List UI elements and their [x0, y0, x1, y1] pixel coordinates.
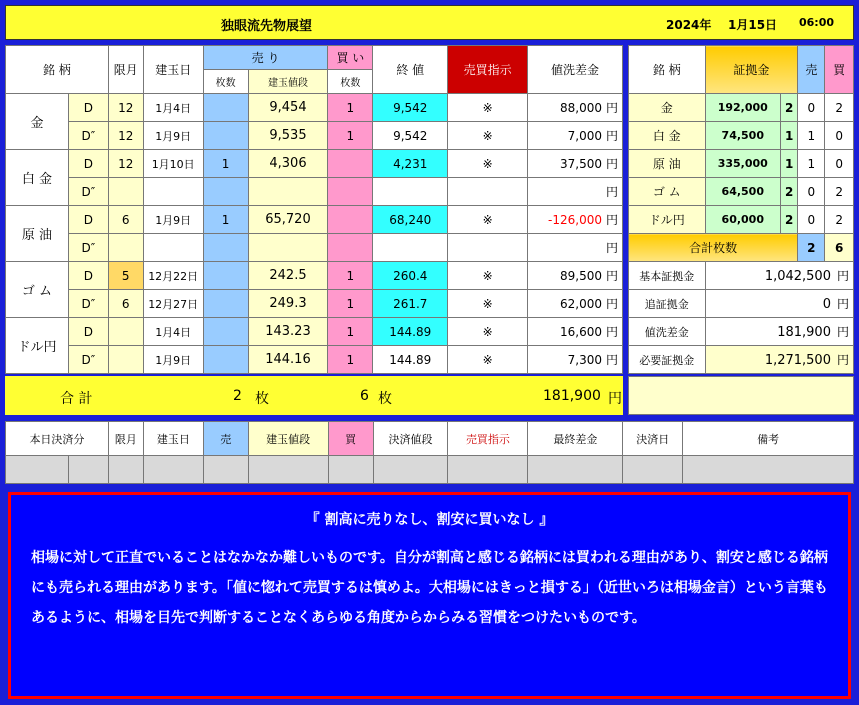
total-count-buy: 6: [825, 234, 854, 262]
total-unit: 円: [608, 391, 622, 407]
tate-price: [248, 234, 328, 262]
price-diff-value: 16,600: [559, 325, 602, 339]
sell-count: [203, 178, 248, 206]
tate-date: 1月9日: [143, 122, 203, 150]
sell-count: [203, 262, 248, 290]
price-diff-value: 7,000: [567, 129, 602, 143]
tate-price: 9,535: [248, 122, 328, 150]
header-sagaku: 値洗差金: [528, 46, 623, 94]
tate-price: 65,720: [248, 206, 328, 234]
settle-empty-cell: [6, 456, 69, 484]
price-diff-unit: 円: [605, 325, 618, 339]
total-buy-unit: 枚: [378, 391, 392, 407]
tate-price: 249.3: [248, 290, 328, 318]
settle-empty-cell: [68, 456, 108, 484]
margin-name: 原 油: [629, 150, 706, 178]
margin-count: 2: [781, 206, 798, 234]
tate-date: 12月27日: [143, 290, 203, 318]
settle-header: 建玉値段: [248, 422, 328, 456]
date-day: 1月15日: [728, 18, 778, 32]
buy-count: 1: [328, 94, 373, 122]
close-price: [373, 178, 448, 206]
contract-month: 5: [108, 262, 143, 290]
sell-count: [203, 318, 248, 346]
settle-header: 売: [203, 422, 248, 456]
tate-price: 9,454: [248, 94, 328, 122]
summary-amount: 181,900: [777, 325, 831, 340]
buy-count: [328, 150, 373, 178]
tate-date: 1月9日: [143, 206, 203, 234]
position-row: [6, 346, 623, 374]
margin-row: [629, 122, 854, 150]
page-title: 独眼流先物展望: [221, 19, 313, 34]
summary-value: [705, 318, 853, 346]
settle-empty-cell: [528, 456, 623, 484]
position-row: [6, 234, 623, 262]
buy-count: [328, 234, 373, 262]
buy-count: [328, 178, 373, 206]
settle-empty-cell: [248, 456, 328, 484]
close-price: 68,240: [373, 206, 448, 234]
signal-mark: ※: [448, 150, 528, 178]
total-label: 合 計: [60, 391, 93, 407]
price-diff-unit: 円: [605, 101, 618, 115]
margin-row: [629, 94, 854, 122]
margin-header-kai: 買: [825, 46, 854, 94]
close-price: 9,542: [373, 94, 448, 122]
summary-amount: 1,042,500: [764, 269, 831, 284]
signal-mark: ※: [448, 262, 528, 290]
settle-empty-cell: [203, 456, 248, 484]
margin-amount: 335,000: [705, 150, 781, 178]
tate-price: 144.16: [248, 346, 328, 374]
contract-month: 12: [108, 150, 143, 178]
buy-count: 1: [328, 122, 373, 150]
price-diff: [528, 206, 623, 234]
price-diff: [528, 262, 623, 290]
margin-count: 1: [781, 150, 798, 178]
close-price: 4,231: [373, 150, 448, 178]
summary-value: [705, 262, 853, 290]
price-diff-value: 88,000: [559, 101, 602, 115]
summary-row: [629, 262, 854, 290]
signal-mark: ※: [448, 94, 528, 122]
contract-month: 12: [108, 122, 143, 150]
group-name: 金: [6, 94, 69, 150]
contract-month: [108, 178, 143, 206]
margin-blank: [628, 376, 854, 415]
margin-row: [629, 206, 854, 234]
sell-count: 1: [203, 206, 248, 234]
total-sell-unit: 枚: [255, 391, 269, 407]
position-row: [6, 262, 623, 290]
tate-date: 12月22日: [143, 262, 203, 290]
price-diff: [528, 150, 623, 178]
margin-name: 白 金: [629, 122, 706, 150]
total-row: [5, 376, 623, 415]
price-diff: [528, 122, 623, 150]
margin-amount: 74,500: [705, 122, 781, 150]
group-name: 原 油: [6, 206, 69, 262]
position-row: [6, 178, 623, 206]
summary-unit: 円: [836, 325, 849, 339]
header-tate-price: 建玉値段: [248, 70, 328, 94]
summary-label: 必要証拠金: [629, 346, 706, 374]
margin-buy: 0: [825, 122, 854, 150]
summary-amount: 1,271,500: [764, 353, 831, 368]
summary-row: [629, 290, 854, 318]
price-diff: [528, 234, 623, 262]
settle-header: 備考: [683, 422, 854, 456]
price-diff: [528, 178, 623, 206]
price-diff-unit: 円: [605, 297, 618, 311]
contract-type: D″: [68, 346, 108, 374]
tate-date: [143, 234, 203, 262]
margin-amount: 192,000: [705, 94, 781, 122]
contract-type: D″: [68, 178, 108, 206]
sell-count: [203, 346, 248, 374]
margin-buy: 2: [825, 94, 854, 122]
margin-header-shokokin: 証拠金: [705, 46, 798, 94]
close-price: 9,542: [373, 122, 448, 150]
settle-header: 売買指示: [448, 422, 528, 456]
margin-sell: 0: [798, 206, 825, 234]
settle-empty-cell: [448, 456, 528, 484]
margin-count: 2: [781, 178, 798, 206]
signal-mark: ※: [448, 290, 528, 318]
signal-mark: ※: [448, 346, 528, 374]
contract-type: D: [68, 150, 108, 178]
price-diff-value: 89,500: [559, 269, 602, 283]
settle-empty-cell: [623, 456, 683, 484]
summary-row: [629, 346, 854, 374]
tate-price: 143.23: [248, 318, 328, 346]
price-diff: [528, 318, 623, 346]
summary-unit: 円: [836, 269, 849, 283]
position-row: [6, 318, 623, 346]
buy-count: 1: [328, 262, 373, 290]
price-diff-unit: 円: [605, 241, 618, 255]
tate-date: 1月4日: [143, 94, 203, 122]
settle-empty-cell: [108, 456, 143, 484]
close-price: 261.7: [373, 290, 448, 318]
title-bar: [5, 5, 854, 40]
margin-sell: 1: [798, 122, 825, 150]
time: 06:00: [799, 16, 835, 29]
sell-count: [203, 290, 248, 318]
sell-count: [203, 122, 248, 150]
margin-count: 1: [781, 122, 798, 150]
header-shiji: 売買指示: [448, 46, 528, 94]
margin-amount: 60,000: [705, 206, 781, 234]
margin-name: ドル円: [629, 206, 706, 234]
contract-month: 6: [108, 206, 143, 234]
header-owarine: 終 値: [373, 46, 448, 94]
tate-date: 1月10日: [143, 150, 203, 178]
message-title: 『 割高に売りなし、割安に買いなし 』: [305, 512, 554, 528]
tate-date: [143, 178, 203, 206]
signal-mark: ※: [448, 318, 528, 346]
group-name: 白 金: [6, 150, 69, 206]
price-diff-value: 37,500: [559, 157, 602, 171]
margin-sell: 0: [798, 178, 825, 206]
margin-buy: 2: [825, 206, 854, 234]
summary-value: [705, 346, 853, 374]
price-diff-unit: 円: [605, 353, 618, 367]
settle-empty-cell: [683, 456, 854, 484]
signal-mark: ※: [448, 122, 528, 150]
settlement-table: [5, 421, 854, 484]
tate-date: 1月9日: [143, 346, 203, 374]
total-count-label: 合計枚数: [629, 234, 798, 262]
buy-count: 1: [328, 318, 373, 346]
contract-month: [108, 234, 143, 262]
price-diff: [528, 346, 623, 374]
price-diff-value: 7,300: [567, 353, 602, 367]
price-diff-unit: 円: [605, 157, 618, 171]
summary-unit: 円: [836, 297, 849, 311]
signal-mark: [448, 178, 528, 206]
total-count-sell: 2: [798, 234, 825, 262]
margin-count: 2: [781, 94, 798, 122]
contract-month: 12: [108, 94, 143, 122]
price-diff-unit: 円: [605, 129, 618, 143]
tate-price: [248, 178, 328, 206]
summary-value: [705, 290, 853, 318]
summary-label: 基本証拠金: [629, 262, 706, 290]
settle-empty-cell: [328, 456, 373, 484]
sell-count: [203, 234, 248, 262]
header-meigara: 銘 柄: [6, 46, 109, 94]
message-box: [8, 492, 851, 699]
sell-count: [203, 94, 248, 122]
margin-header-uri: 売: [798, 46, 825, 94]
contract-month: [108, 346, 143, 374]
margin-buy: 2: [825, 178, 854, 206]
price-diff-value: -126,000: [548, 213, 602, 227]
close-price: 260.4: [373, 262, 448, 290]
buy-count: 1: [328, 346, 373, 374]
header-uri: 売 り: [203, 46, 328, 70]
tate-date: 1月4日: [143, 318, 203, 346]
margin-buy: 0: [825, 150, 854, 178]
position-row: [6, 206, 623, 234]
margin-sell: 0: [798, 94, 825, 122]
header-maisu-buy: 枚数: [328, 70, 373, 94]
close-price: [373, 234, 448, 262]
position-row: [6, 290, 623, 318]
header-kai: 買 い: [328, 46, 373, 70]
contract-type: D: [68, 262, 108, 290]
header-gengetsu: 限月: [108, 46, 143, 94]
header-tate-date: 建玉日: [143, 46, 203, 94]
contract-month: [108, 318, 143, 346]
contract-type: D: [68, 206, 108, 234]
settle-empty-cell: [143, 456, 203, 484]
signal-mark: ※: [448, 206, 528, 234]
tate-price: 242.5: [248, 262, 328, 290]
settle-empty-cell: [373, 456, 448, 484]
total-amount: 181,900: [543, 388, 601, 404]
contract-type: D″: [68, 290, 108, 318]
message-body: 相場に対して正直でいることはなかなか難しいものです。自分が割高と感じる銘柄には買われる理由があり、割安と感じる銘柄にも売られる理由があります。「値に惚れて売買するは慎めよ。大相場にはきっと損する」（近世いろは相場金言）という言葉もあるように、相場を目先で判断することなくあらゆる角度からからみる習慣をつけたいものです。: [31, 550, 828, 626]
price-diff-unit: 円: [605, 269, 618, 283]
settle-header: 買: [328, 422, 373, 456]
signal-mark: [448, 234, 528, 262]
contract-type: D″: [68, 234, 108, 262]
settle-header: 決済値段: [373, 422, 448, 456]
total-sell-count: 2: [233, 388, 242, 404]
position-row: [6, 150, 623, 178]
group-name: ドル円: [6, 318, 69, 374]
contract-type: D: [68, 318, 108, 346]
buy-count: 1: [328, 290, 373, 318]
sell-count: 1: [203, 150, 248, 178]
summary-amount: 0: [822, 297, 831, 312]
price-diff: [528, 290, 623, 318]
margin-table: [628, 45, 854, 374]
date-year: 2024年: [666, 18, 712, 32]
contract-month: 6: [108, 290, 143, 318]
margin-row: [629, 150, 854, 178]
summary-unit: 円: [836, 353, 849, 367]
close-price: 144.89: [373, 318, 448, 346]
position-row: [6, 122, 623, 150]
settle-header: 限月: [108, 422, 143, 456]
margin-header-meigara: 銘 柄: [629, 46, 706, 94]
settle-header: 最終差金: [528, 422, 623, 456]
settle-header: 決済日: [623, 422, 683, 456]
summary-row: [629, 318, 854, 346]
margin-name: 金: [629, 94, 706, 122]
total-buy-count: 6: [360, 388, 369, 404]
close-price: 144.89: [373, 346, 448, 374]
contract-type: D: [68, 94, 108, 122]
settle-header: 建玉日: [143, 422, 203, 456]
margin-amount: 64,500: [705, 178, 781, 206]
margin-sell: 1: [798, 150, 825, 178]
price-diff: [528, 94, 623, 122]
position-row: [6, 94, 623, 122]
price-diff-unit: 円: [605, 213, 618, 227]
price-diff-unit: 円: [605, 185, 618, 199]
summary-label: 追証拠金: [629, 290, 706, 318]
positions-table: [5, 45, 623, 374]
contract-type: D″: [68, 122, 108, 150]
margin-row: [629, 178, 854, 206]
summary-label: 値洗差金: [629, 318, 706, 346]
settle-header: 本日決済分: [6, 422, 109, 456]
margin-name: ゴ ム: [629, 178, 706, 206]
group-name: ゴ ム: [6, 262, 69, 318]
header-maisu-sell: 枚数: [203, 70, 248, 94]
price-diff-value: 62,000: [559, 297, 602, 311]
tate-price: 4,306: [248, 150, 328, 178]
buy-count: [328, 206, 373, 234]
